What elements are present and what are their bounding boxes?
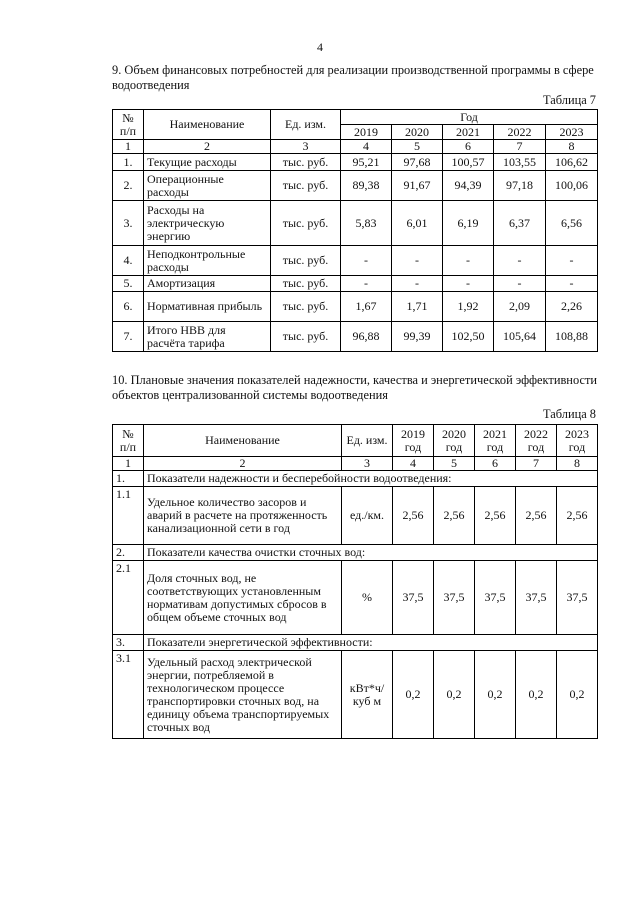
row-value: 2,09 [494,292,546,322]
row-value: 100,06 [546,171,598,201]
row-value: 0,2 [557,651,598,739]
row-value: 37,5 [475,561,516,635]
col-number: 5 [434,457,475,471]
row-value: 0,2 [475,651,516,739]
col-number: 7 [516,457,557,471]
row-value: - [546,276,598,292]
row-num: 4. [113,246,144,276]
col-number: 2 [144,457,342,471]
header-unit: Ед. изм. [342,425,393,457]
row-value: 5,83 [341,201,392,246]
row-unit: % [342,561,393,635]
row-num: 2.1 [113,561,144,635]
row-value: 2,56 [516,487,557,545]
row-value: - [546,246,598,276]
row-value: 96,88 [341,322,392,352]
row-num: 1.1 [113,487,144,545]
group-row [113,635,598,651]
row-value: 2,56 [434,487,475,545]
group-num: 3. [113,635,144,651]
year-cell: 2022 [494,125,546,140]
row-name: Доля сточных вод, не соответствующих установленным нормативам допустимых сбросов в общем объеме сточных вод [144,561,342,635]
table-row [113,201,598,246]
row-value: 2,56 [393,487,434,545]
row-num: 5. [113,276,144,292]
row-value: 91,67 [392,171,443,201]
row-value: 1,92 [443,292,494,322]
row-value: 2,56 [475,487,516,545]
year-cell: 2021 год [475,425,516,457]
table-row [113,322,598,352]
row-value: 1,67 [341,292,392,322]
row-value: 97,68 [392,154,443,171]
col-number: 3 [342,457,393,471]
col-number: 7 [494,140,546,154]
row-value: 89,38 [341,171,392,201]
col-number: 4 [341,140,392,154]
col-number: 5 [392,140,443,154]
row-value: 6,01 [392,201,443,246]
year-cell: 2019 [341,125,392,140]
row-name: Итого НВВ для расчёта тарифа [144,322,271,352]
group-title: Показатели энергетической эффективности: [144,635,598,651]
table-row [113,487,598,545]
section-9-heading: 9. Объем финансовых потребностей для реализации производственной программы в сфере водоотведения [112,63,594,92]
header-unit: Ед. изм. [271,110,341,140]
group-title: Показатели надежности и бесперебойности водоотведения: [144,471,598,487]
row-num: 3.1 [113,651,144,739]
row-value: - [341,246,392,276]
year-cell: 2020 [392,125,443,140]
col-number: 6 [475,457,516,471]
group-row [113,471,598,487]
row-value: - [494,246,546,276]
row-unit: тыс. руб. [271,201,341,246]
group-title: Показатели качества очистки сточных вод: [144,545,598,561]
year-cell: 2021 [443,125,494,140]
group-num: 2. [113,545,144,561]
row-value: - [392,246,443,276]
table-row [113,561,598,635]
row-value: 6,56 [546,201,598,246]
row-value: 2,56 [557,487,598,545]
row-unit: тыс. руб. [271,292,341,322]
col-number: 1 [113,457,144,471]
group-row [113,545,598,561]
row-value: 37,5 [516,561,557,635]
row-num: 3. [113,201,144,246]
table-8-label: Таблица 8 [543,407,596,421]
col-number: 8 [546,140,598,154]
table-row [113,276,598,292]
table-row [113,246,598,276]
col-number: 2 [144,140,271,154]
row-num: 6. [113,292,144,322]
row-unit: ед./км. [342,487,393,545]
row-name: Амортизация [144,276,271,292]
row-name: Операционные расходы [144,171,271,201]
row-value: 6,37 [494,201,546,246]
page-number: 4 [317,40,323,54]
header-name: Наименование [144,110,271,140]
row-value: - [443,276,494,292]
row-unit: тыс. руб. [271,322,341,352]
row-value: 108,88 [546,322,598,352]
group-num: 1. [113,471,144,487]
col-number: 8 [557,457,598,471]
row-value: 97,18 [494,171,546,201]
table-row [113,651,598,739]
row-name: Удельный расход электрической энергии, потребляемой в технологическом процессе транспортировки сточных вод, на единицу объема транспортируемых сточных вод [144,651,342,739]
row-value: 103,55 [494,154,546,171]
row-num: 1. [113,154,144,171]
row-value: - [392,276,443,292]
row-value: 0,2 [434,651,475,739]
table-row [113,171,598,201]
row-value: 37,5 [393,561,434,635]
table-7-label: Таблица 7 [543,93,596,107]
year-cell: 2023 [546,125,598,140]
row-num: 2. [113,171,144,201]
row-unit: тыс. руб. [271,276,341,292]
year-cell: 2022 год [516,425,557,457]
row-value: - [443,246,494,276]
row-name: Удельное количество засоров и аварий в расчете на протяженность канализационной сети в год [144,487,342,545]
row-value: 0,2 [516,651,557,739]
row-value: - [494,276,546,292]
col-number: 1 [113,140,144,154]
row-value: 100,57 [443,154,494,171]
row-num: 7. [113,322,144,352]
row-name: Расходы на электрическую энергию [144,201,271,246]
table-row [113,154,598,171]
row-unit: тыс. руб. [271,171,341,201]
col-number: 4 [393,457,434,471]
year-cell: 2023 год [557,425,598,457]
section-10-heading: 10. Плановые значения показателей надежности, качества и энергетической эффективности объектов централизованной системы водоотведения [112,373,597,402]
row-name: Неподконтрольные расходы [144,246,271,276]
row-value: 2,26 [546,292,598,322]
row-value: 99,39 [392,322,443,352]
row-value: 106,62 [546,154,598,171]
row-value: 102,50 [443,322,494,352]
header-num: № п/п [113,110,144,140]
table-7 [112,109,598,352]
row-value: 105,64 [494,322,546,352]
year-cell: 2019 год [393,425,434,457]
row-unit: кВт*ч/ куб м [342,651,393,739]
row-value: - [341,276,392,292]
row-name: Нормативная прибыль [144,292,271,322]
row-value: 37,5 [434,561,475,635]
row-value: 95,21 [341,154,392,171]
table-8 [112,424,598,739]
header-name: Наименование [144,425,342,457]
row-name: Текущие расходы [144,154,271,171]
row-value: 0,2 [393,651,434,739]
col-number: 6 [443,140,494,154]
row-unit: тыс. руб. [271,246,341,276]
row-value: 6,19 [443,201,494,246]
row-unit: тыс. руб. [271,154,341,171]
row-value: 37,5 [557,561,598,635]
year-cell: 2020 год [434,425,475,457]
col-number: 3 [271,140,341,154]
header-num: № п/п [113,425,144,457]
table-row [113,292,598,322]
row-value: 1,71 [392,292,443,322]
header-year: Год [341,110,598,125]
row-value: 94,39 [443,171,494,201]
